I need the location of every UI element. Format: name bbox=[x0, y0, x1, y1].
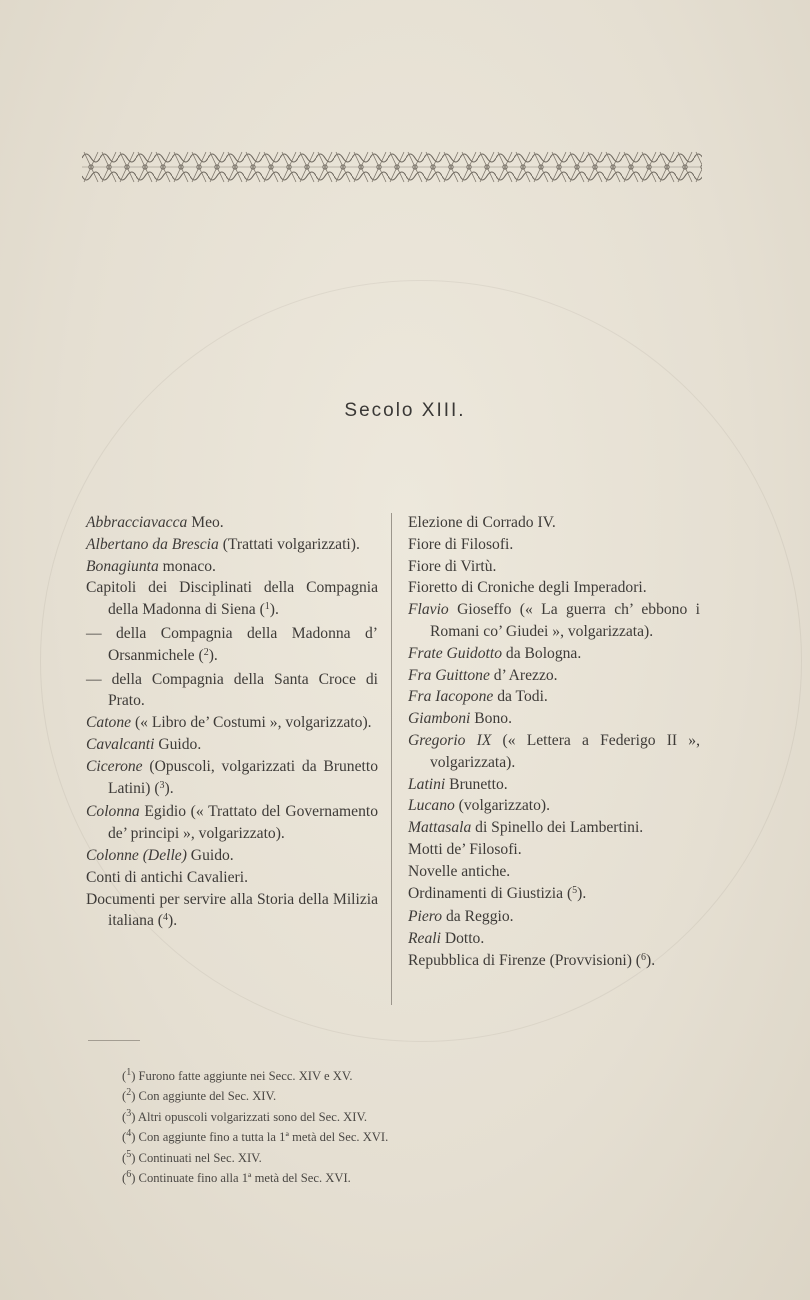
entry-name: Giamboni bbox=[408, 710, 471, 728]
index-entry bbox=[408, 686, 700, 708]
entry-name: Albertano da Brescia bbox=[86, 535, 219, 553]
index-entry: Repubblica di Firenze (Provvisioni) ($^6$). bbox=[408, 951, 656, 969]
entry-name: Gregorio IX bbox=[408, 731, 492, 749]
entry-text: di Spinello dei Lambertini. bbox=[471, 819, 644, 837]
entry-end: . bbox=[169, 779, 174, 797]
footnotes bbox=[122, 1067, 388, 1189]
right-column bbox=[408, 512, 700, 974]
footnote-ref: 6 bbox=[641, 951, 646, 963]
footnote: ($^4$) Con aggiunte fino a tutta la 1ª metà del Sec. XVI. bbox=[122, 1128, 389, 1145]
footnote-text: Con aggiunte del Sec. XIV. bbox=[138, 1089, 277, 1104]
entry-text: (« Lettera a Federigo II », volgarizzata). bbox=[430, 731, 700, 771]
footnote-mark: 4 bbox=[126, 1128, 132, 1140]
index-entry bbox=[408, 665, 700, 687]
index-entry bbox=[408, 599, 700, 643]
index-entry bbox=[408, 839, 700, 861]
entry-end: . bbox=[173, 912, 178, 930]
entry-text: Capitoli dei Disciplinati della Compagnia della Madonna di Siena bbox=[86, 579, 378, 619]
entry-end: . bbox=[582, 884, 587, 902]
entry-text: Guido. bbox=[154, 735, 202, 753]
entry-name: Bonagiunta bbox=[86, 557, 159, 575]
footnote: ($^2$) Con aggiunte del Sec. XIV. bbox=[122, 1087, 277, 1104]
entry-text: (volgarizzato). bbox=[454, 797, 551, 815]
index-entry: Capitoli dei Disciplinati della Compagnia della Madonna di Siena ($^1$). bbox=[86, 579, 378, 619]
footnote-text: Altri opuscoli volgarizzati sono del Sec. XIV. bbox=[137, 1109, 368, 1124]
index-entry bbox=[408, 556, 700, 578]
entry-text: Novelle antiche. bbox=[408, 862, 511, 880]
index-entry bbox=[408, 861, 700, 883]
column-divider bbox=[391, 513, 392, 1005]
footnote-ref: 5 bbox=[572, 884, 578, 896]
footnote-ref: 2 bbox=[203, 646, 209, 658]
entry-text: da Bologna. bbox=[502, 644, 582, 662]
entry-text: da Todi. bbox=[493, 688, 548, 706]
ornamental-border bbox=[82, 148, 702, 186]
index-entry bbox=[408, 774, 700, 796]
entry-name: Colonne (Delle) bbox=[86, 846, 187, 864]
entry-name: Cicerone bbox=[86, 757, 143, 775]
entry-text: (Trattati volgarizzati). bbox=[218, 535, 360, 553]
entry-end: . bbox=[651, 951, 656, 969]
entry-text: Motti de’ Filosofi. bbox=[408, 840, 522, 858]
entry-text: (Opuscoli, volgarizzati da Brunetto Latini) bbox=[108, 757, 378, 797]
index-entry bbox=[86, 801, 378, 845]
entry-name: Piero bbox=[408, 908, 443, 926]
footnote: ($^1$) Furono fatte aggiunte nei Secc. XIV e XV. bbox=[122, 1067, 353, 1083]
footnote-ref: 3 bbox=[159, 779, 165, 791]
footnote-text: Con aggiunte fino a tutta la 1ª metà del Sec. XVI. bbox=[138, 1130, 389, 1145]
entry-name: Fra Guittone bbox=[408, 666, 490, 684]
entry-name: Flavio bbox=[408, 601, 449, 619]
index-entry bbox=[86, 556, 378, 578]
index-entry: — della Compagnia della Madonna d’ Orsanmichele ($^2$). bbox=[86, 624, 378, 664]
entry-text: Elezione di Corrado IV. bbox=[408, 514, 556, 531]
entry-text: Egidio (« Trattato del Governamento de’ principi », volgarizzato). bbox=[108, 803, 378, 843]
entry-end: . bbox=[213, 646, 218, 664]
index-entry bbox=[86, 712, 378, 734]
footnote-mark: 6 bbox=[126, 1169, 132, 1181]
index-entry bbox=[86, 845, 378, 867]
entry-text: Brunetto. bbox=[445, 775, 508, 793]
entry-text: — della Compagnia della Santa Croce di Prato. bbox=[86, 670, 378, 710]
index-entry bbox=[408, 928, 700, 950]
footnote-mark: 3 bbox=[126, 1107, 132, 1119]
entry-text: Ordinamenti di Giustizia bbox=[408, 884, 564, 902]
entry-text: da Reggio. bbox=[442, 908, 514, 926]
footnote-text: Continuati nel Sec. XIV. bbox=[138, 1150, 262, 1165]
page-title: Secolo XIII. bbox=[344, 400, 466, 421]
footnote-ref: 4 bbox=[162, 912, 168, 924]
entry-text: Conti di antichi Cavalieri. bbox=[86, 868, 248, 886]
left-column bbox=[86, 512, 378, 934]
footnote-rule bbox=[88, 1040, 140, 1041]
entry-name: Fra Iacopone bbox=[408, 688, 494, 706]
index-entry bbox=[86, 734, 378, 756]
index-entry bbox=[408, 730, 700, 774]
index-entry: Ordinamenti di Giustizia ($^5$). bbox=[408, 884, 587, 902]
index-entry bbox=[408, 534, 700, 556]
index-entry bbox=[86, 867, 378, 889]
entry-name: Colonna bbox=[86, 803, 140, 821]
entry-text: — della Compagnia della Madonna d’ Orsanmichele bbox=[86, 624, 378, 664]
entry-text: (« Libro de’ Costumi », volgarizzato). bbox=[131, 714, 372, 732]
entry-name: Lucano bbox=[408, 797, 455, 815]
index-entry bbox=[408, 577, 700, 599]
index-entry bbox=[86, 669, 378, 713]
footnote-mark: 1 bbox=[126, 1067, 132, 1078]
entry-end: . bbox=[274, 601, 279, 619]
entry-name: Reali bbox=[408, 930, 441, 948]
footnote: ($^6$) Continuate fino alla 1ª metà del Sec. XVI. bbox=[122, 1169, 351, 1186]
footnote-text: Continuate fino alla 1ª metà del Sec. XVI. bbox=[138, 1171, 351, 1186]
footnote: ($^5$) Continuati nel Sec. XIV. bbox=[122, 1148, 262, 1165]
footnote-ref: 1 bbox=[264, 601, 270, 613]
entry-name: Frate Guidotto bbox=[408, 644, 502, 662]
entry-text: Bono. bbox=[470, 710, 512, 728]
entry-text: Meo. bbox=[187, 514, 224, 531]
entry-text: Repubblica di Firenze (Provvisioni) bbox=[408, 951, 632, 969]
index-entry: Documenti per servire alla Storia della Milizia italiana ($^4$). bbox=[86, 890, 378, 930]
entry-text: Guido. bbox=[186, 846, 234, 864]
entry-name: Cavalcanti bbox=[86, 735, 155, 753]
index-entry bbox=[408, 817, 700, 839]
entry-text: monaco. bbox=[158, 557, 216, 575]
entry-text: d’ Arezzo. bbox=[489, 666, 558, 684]
entry-text: Gioseffo (« La guerra ch’ ebbono i Romani co’ Giudei », volgarizzata). bbox=[430, 601, 700, 640]
index-entry bbox=[86, 534, 378, 556]
entry-text: Fiore di Virtù. bbox=[408, 557, 497, 575]
footnote-text: Furono fatte aggiunte nei Secc. XIV e XV. bbox=[138, 1069, 353, 1083]
footnote-mark: 2 bbox=[126, 1087, 132, 1099]
entry-name: Mattasala bbox=[408, 819, 472, 837]
entry-text: Fioretto di Croniche degli Imperadori. bbox=[408, 579, 647, 597]
footnote: ($^3$) Altri opuscoli volgarizzati sono del Sec. XIV. bbox=[122, 1107, 368, 1124]
index-entry bbox=[408, 906, 700, 928]
index-entry bbox=[86, 512, 378, 534]
entry-text: Documenti per servire alla Storia della Milizia italiana bbox=[86, 890, 378, 930]
entry-text: Fiore di Filosofi. bbox=[408, 535, 514, 553]
index-entry bbox=[408, 708, 700, 730]
index-entry bbox=[408, 512, 700, 534]
footnote-mark: 5 bbox=[126, 1148, 132, 1160]
index-entry bbox=[408, 795, 700, 817]
entry-name: Abbracciavacca bbox=[86, 514, 188, 531]
entry-text: Dotto. bbox=[440, 930, 485, 948]
index-entry: Cicerone (Opuscoli, volgarizzati da Brunetto Latini) ($^3$). bbox=[86, 757, 378, 797]
entry-name: Latini bbox=[408, 775, 446, 793]
entry-name: Catone bbox=[86, 714, 132, 732]
index-entry bbox=[408, 643, 700, 665]
